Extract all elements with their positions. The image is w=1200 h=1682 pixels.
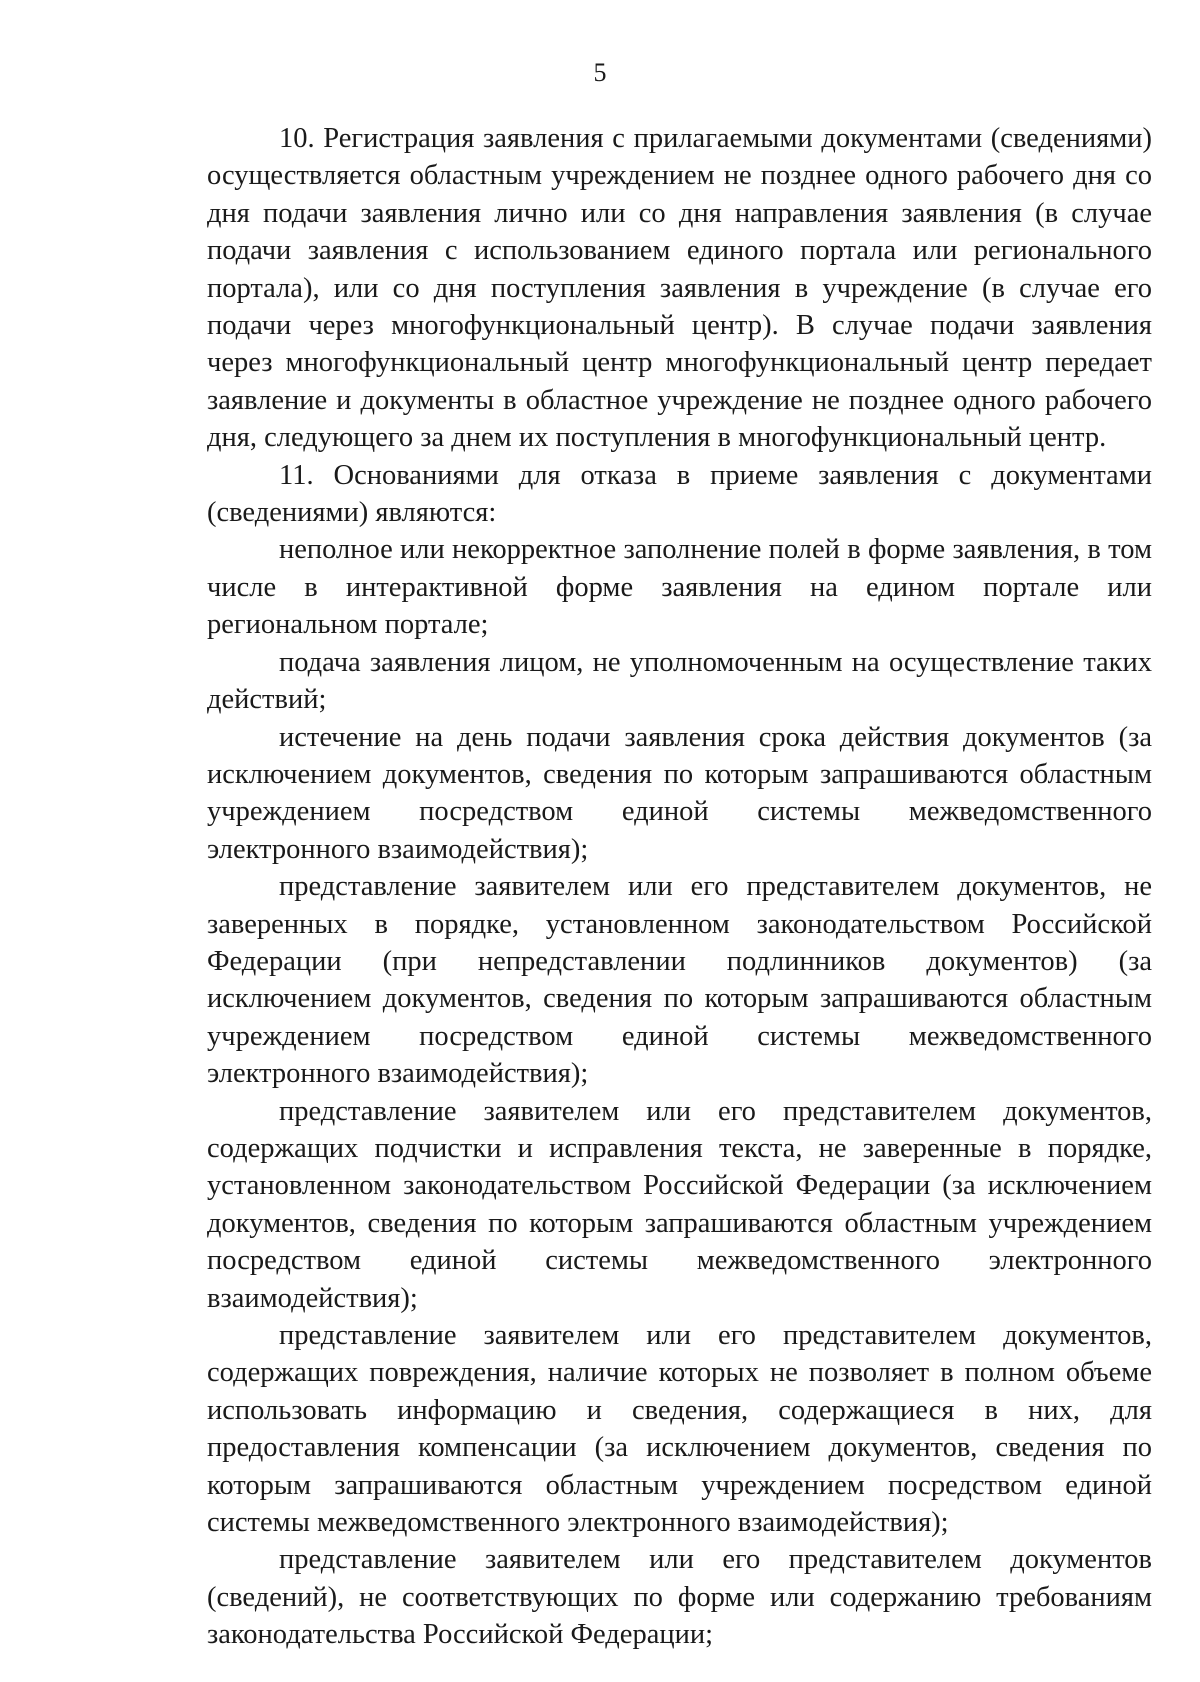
refusal-ground-unauthorized-person: подача заявления лицом, не уполномоченным на осуществление таких действий;	[207, 646, 1152, 716]
refusal-ground-expired-documents: истечение на день подачи заявления срока действия документов (за исключением документов, сведения по которым запрашиваются областным учреждением посредством единой системы межведомственного электронного взаимодействия);	[207, 721, 1152, 865]
document-body	[207, 120, 1152, 1654]
paragraph-10-registration: 10. Регистрация заявления с прилагаемыми документами (сведениями) осуществляется областным учреждением не позднее одного рабочего дня со дня подачи заявления лично или со дня направления заявления (в случае подачи заявления с использованием единого портала или регионального портала), или со дня поступления заявления в учреждение (в случае его подачи через многофункциональный центр). В случае подачи заявления через многофункциональный центр многофункциональный центр передает заявление и документы в областное учреждение не позднее одного рабочего дня, следующего за днем их поступления в многофункциональный центр.	[207, 123, 1152, 454]
refusal-ground-corrected-documents: представление заявителем или его представителем документов, содержащих подчистки и исправления текста, не заверенные в порядке, установленном законодательством Российской Федерации (за исключением документов, сведения по которым запрашиваются областным учреждением посредством единой системы межведомственного электронного взаимодействия);	[207, 1095, 1152, 1314]
refusal-ground-incomplete-form: неполное или некорректное заполнение полей в форме заявления, в том числе в интерактивной форме заявления на едином портале или региональном портале;	[207, 534, 1152, 641]
paragraph-11-refusal-grounds: 11. Основаниями для отказа в приеме заявления с документами (сведениями) являются:	[207, 459, 1152, 529]
refusal-ground-uncertified-documents: представление заявителем или его представителем документов, не заверенных в порядке, установленном законодательством Российской Федерации (при непредставлении подлинников документов) (за исключением документов, сведения по которым запрашиваются областным учреждением посредством единой системы межведомственного электронного взаимодействия);	[207, 871, 1152, 1090]
page-number: 5	[593, 58, 607, 87]
refusal-ground-noncompliant-documents: представление заявителем или его представителем документов (сведений), не соответствующих по форме или содержанию требованиям законодательства Российской Федерации;	[207, 1544, 1152, 1651]
refusal-ground-damaged-documents: представление заявителем или его представителем документов, содержащих повреждения, наличие которых не позволяет в полном объеме использовать информацию и сведения, содержащиеся в них, для предоставления компенсации (за исключением документов, сведения по которым запрашиваются областным учреждением посредством единой системы межведомственного электронного взаимодействия);	[207, 1320, 1152, 1539]
